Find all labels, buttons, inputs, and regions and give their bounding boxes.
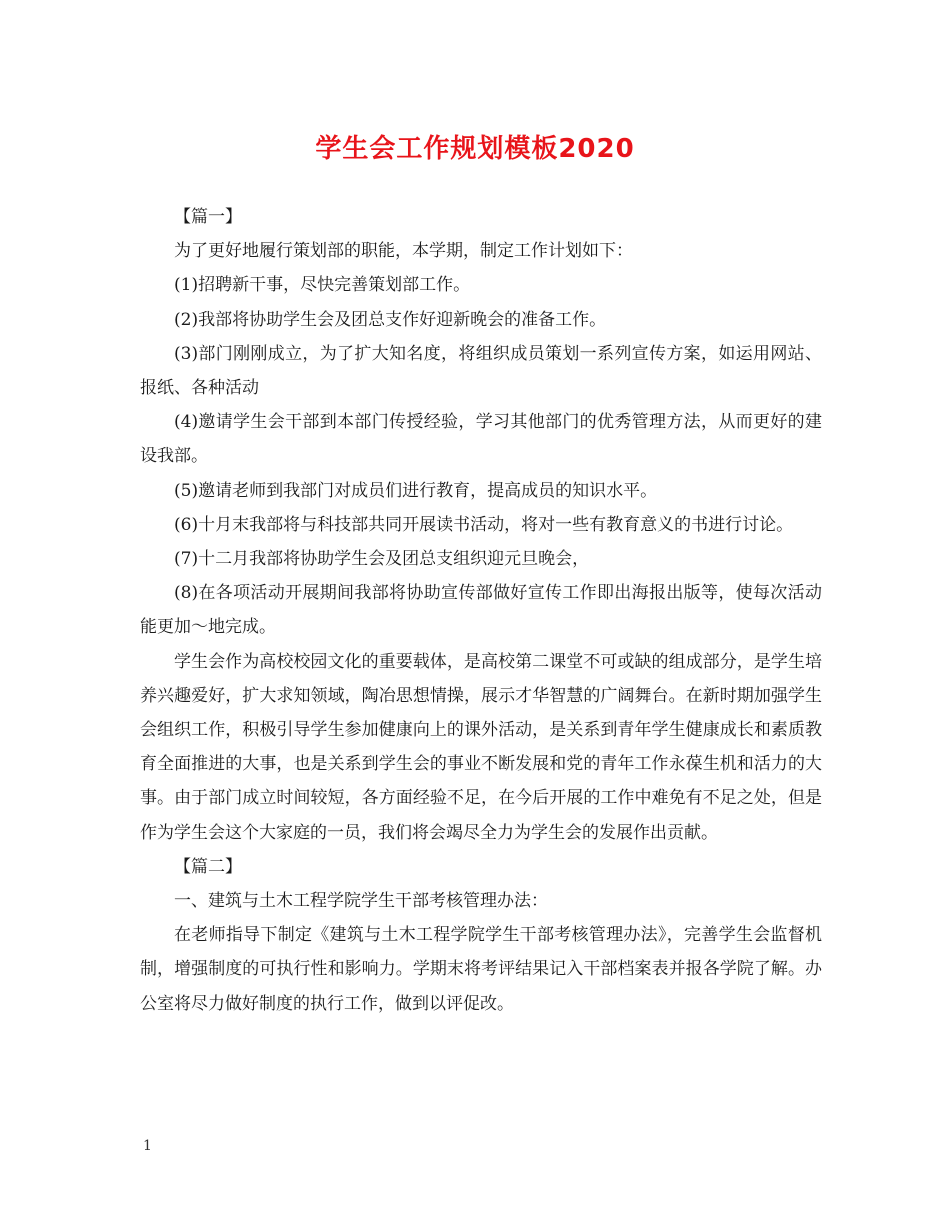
list-item-1: (1)招聘新干事，尽快完善策划部工作。 (174, 275, 471, 296)
list-item-5: (5)邀请老师到我部门对成员们进行教育，提高成员的知识水平。 (174, 480, 658, 501)
document-title: 学生会工作规划模板2020 (315, 134, 635, 164)
section-heading-2: 【篇二】 (174, 856, 242, 877)
paragraph-detail: 在老师指导下制定《建筑与土木工程学院学生干部考核管理办法》，完善学生会监督机制，增强制度的可执行性和影响力。学期末将考评结果记入干部档案表并报各学院了解。办公室将尽力做好制度的执行工作，做到以评促改。 (140, 925, 822, 1014)
list-item-3: (3)部门刚刚成立，为了扩大知名度，将组织成员策划一系列宣传方案，如运用网站、报纸、各种活动 (140, 343, 822, 399)
list-item-2: (2)我部将协助学生会及团总支作好迎新晚会的准备工作。 (174, 309, 607, 330)
paragraph-intro: 为了更好地履行策划部的职能，本学期，制定工作计划如下： (174, 241, 633, 262)
paragraph-summary: 学生会作为高校校园文化的重要载体，是高校第二课堂不可或缺的组成部分，是学生培养兴趣爱好，扩大求知领域，陶冶思想情操，展示才华智慧的广阔舞台。在新时期加强学生会组织工作，积极引导学生参加健康向上的课外活动，是关系到青年学生健康成长和素质教育全面推进的大事，也是关系到学生会的事业不断发展和党的青年工作永葆生机和活力的大事。由于部门成立时间较短，各方面经验不足，在今后开展的工作中难免有不足之处，但是作为学生会这个大家庭的一员，我们将会竭尽全力为学生会的发展作出贡献。 (140, 651, 822, 843)
list-item-7: (7)十二月我部将协助学生会及团总支组织迎元旦晚会， (174, 549, 590, 570)
document-body (140, 200, 822, 1021)
list-item-6: (6)十月末我部将与科技部共同开展读书活动，将对一些有教育意义的书进行讨论。 (174, 514, 794, 535)
paragraph-subheading: 一、建筑与土木工程学院学生干部考核管理办法： (174, 891, 548, 912)
list-item-8: (8)在各项活动开展期间我部将协助宣传部做好宣传工作即出海报出版等，使每次活动能更加～地完成。 (140, 583, 822, 638)
section-heading-1: 【篇一】 (174, 207, 242, 227)
page-number: 1 (143, 1138, 152, 1154)
list-item-4: (4)邀请学生会干部到本部门传授经验，学习其他部门的优秀管理方法，从而更好的建设我部。 (140, 412, 822, 467)
